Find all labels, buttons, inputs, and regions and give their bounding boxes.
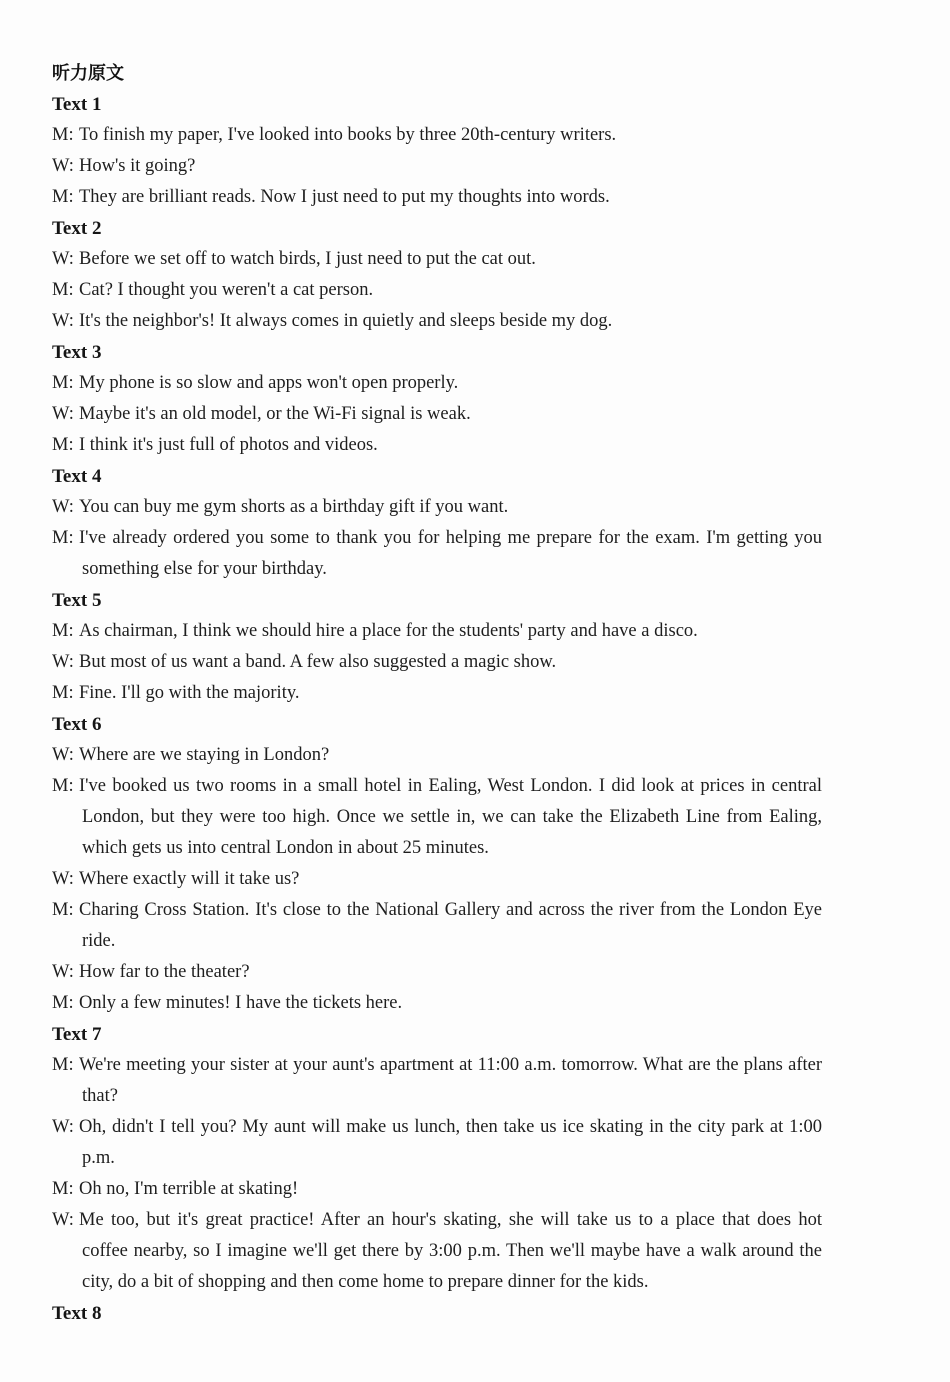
speaker-label: M: <box>52 993 74 1013</box>
section-heading: Text 5 <box>52 590 102 611</box>
dialogue-line <box>52 244 822 275</box>
transcript-section <box>52 461 822 585</box>
dialogue-text: It's the neighbor's! It always comes in quietly and sleeps beside my dog. <box>79 311 613 331</box>
dialogue-text: As chairman, I think we should hire a place for the students' party and have a disco. <box>79 621 698 641</box>
dialogue-line <box>52 182 822 213</box>
dialogue-line <box>52 399 822 430</box>
dialogue-text: Where exactly will it take us? <box>79 869 300 889</box>
speaker-label: W: <box>52 745 74 765</box>
dialogue-text: My phone is so slow and apps won't open properly. <box>79 373 459 393</box>
speaker-label: M: <box>52 1055 74 1075</box>
dialogue-line <box>52 275 822 306</box>
section-heading: Text 1 <box>52 94 102 115</box>
speaker-label: W: <box>52 1210 74 1230</box>
speaker-label: M: <box>52 125 74 145</box>
dialogue-text: You can buy me gym shorts as a birthday gift if you want. <box>79 497 509 517</box>
speaker-label: W: <box>52 497 74 517</box>
transcript-section <box>52 1298 822 1329</box>
dialogue-text: Maybe it's an old model, or the Wi-Fi signal is weak. <box>79 404 471 424</box>
transcript-section <box>52 585 822 709</box>
dialogue-text: We're meeting your sister at your aunt's apartment at 11:00 a.m. tomorrow. What are the plans after that? <box>79 1055 822 1106</box>
transcript-section <box>52 709 822 1019</box>
dialogue-line <box>52 1174 822 1205</box>
dialogue-text: Oh, didn't I tell you? My aunt will make us lunch, then take us ice skating in the city park at 1:00 p.m. <box>79 1117 822 1168</box>
dialogue-line <box>52 678 822 709</box>
dialogue-line <box>52 368 822 399</box>
dialogue-text: To finish my paper, I've looked into books by three 20th-century writers. <box>79 125 617 145</box>
dialogue-line <box>52 895 822 957</box>
speaker-label: M: <box>52 187 74 207</box>
speaker-label: M: <box>52 621 74 641</box>
dialogue-text: Charing Cross Station. It's close to the National Gallery and across the river from the London Eye ride. <box>79 900 822 951</box>
dialogue-line <box>52 647 822 678</box>
speaker-label: W: <box>52 652 74 672</box>
section-heading: Text 7 <box>52 1024 102 1045</box>
section-heading: Text 4 <box>52 466 102 487</box>
speaker-label: W: <box>52 311 74 331</box>
dialogue-line <box>52 616 822 647</box>
dialogue-text: But most of us want a band. A few also suggested a magic show. <box>79 652 557 672</box>
dialogue-line <box>52 988 822 1019</box>
dialogue-line <box>52 430 822 461</box>
dialogue-text: Only a few minutes! I have the tickets here. <box>79 993 403 1013</box>
speaker-label: M: <box>52 280 74 300</box>
speaker-label: M: <box>52 435 74 455</box>
dialogue-text: Before we set off to watch birds, I just need to put the cat out. <box>79 249 536 269</box>
transcript-section <box>52 337 822 461</box>
section-heading: Text 3 <box>52 342 102 363</box>
dialogue-text: I've already ordered you some to thank you for helping me prepare for the exam. I'm getting you something else for your birthday. <box>79 528 822 579</box>
speaker-label: M: <box>52 900 74 920</box>
dialogue-text: Where are we staying in London? <box>79 745 330 765</box>
transcript-section <box>52 213 822 337</box>
section-heading: Text 8 <box>52 1303 102 1324</box>
dialogue-text: How's it going? <box>79 156 196 176</box>
dialogue-line <box>52 306 822 337</box>
section-heading: Text 6 <box>52 714 102 735</box>
speaker-label: W: <box>52 156 74 176</box>
dialogue-line <box>52 151 822 182</box>
speaker-label: M: <box>52 683 74 703</box>
dialogue-text: They are brilliant reads. Now I just need to put my thoughts into words. <box>79 187 610 207</box>
transcript-section <box>52 89 822 213</box>
section-heading: Text 2 <box>52 218 102 239</box>
transcript-body <box>52 58 822 1329</box>
dialogue-line <box>52 120 822 151</box>
speaker-label: W: <box>52 869 74 889</box>
speaker-label: M: <box>52 776 74 796</box>
dialogue-line <box>52 523 822 585</box>
dialogue-line <box>52 1205 822 1298</box>
dialogue-line <box>52 492 822 523</box>
dialogue-text: Fine. I'll go with the majority. <box>79 683 300 703</box>
speaker-label: W: <box>52 1117 74 1137</box>
speaker-label: M: <box>52 373 74 393</box>
dialogue-text: I think it's just full of photos and videos. <box>79 435 378 455</box>
dialogue-line <box>52 1112 822 1174</box>
speaker-label: W: <box>52 404 74 424</box>
speaker-label: M: <box>52 528 74 548</box>
speaker-label: W: <box>52 249 74 269</box>
dialogue-text: How far to the theater? <box>79 962 250 982</box>
dialogue-line <box>52 1050 822 1112</box>
speaker-label: M: <box>52 1179 74 1199</box>
dialogue-text: I've booked us two rooms in a small hotel in Ealing, West London. I did look at prices in central London, but they were too high. Once we settle in, we can take the Elizabeth Line from Ealing, which gets us into central London in about 25 minutes. <box>79 776 822 858</box>
dialogue-text: Cat? I thought you weren't a cat person. <box>79 280 374 300</box>
dialogue-line <box>52 740 822 771</box>
dialogue-text: Me too, but it's great practice! After an hour's skating, she will take us to a place that does hot coffee nearby, so I imagine we'll get there by 3:00 p.m. Then we'll maybe have a walk around the city, do a bit of shopping and then come home to prepare dinner for the kids. <box>79 1210 822 1292</box>
dialogue-line <box>52 957 822 988</box>
transcript-section <box>52 1019 822 1298</box>
speaker-label: W: <box>52 962 74 982</box>
transcript-sections <box>52 89 822 1329</box>
dialogue-line <box>52 864 822 895</box>
dialogue-text: Oh no, I'm terrible at skating! <box>79 1179 299 1199</box>
page-title: 听力原文 <box>52 63 124 84</box>
dialogue-line <box>52 771 822 864</box>
